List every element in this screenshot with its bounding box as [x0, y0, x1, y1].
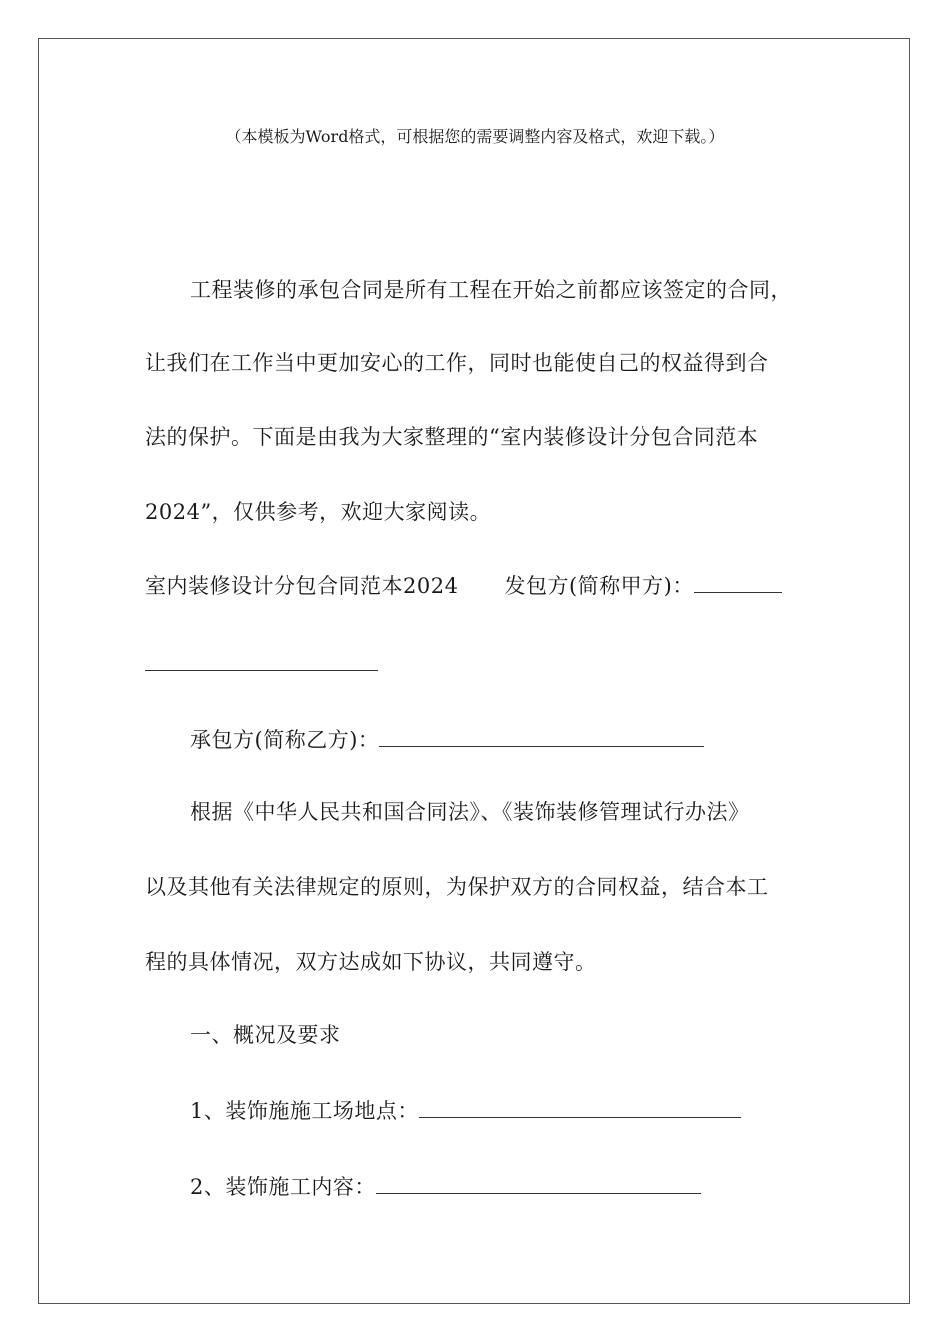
template-note: （本模板为Word格式，可根据您的需要调整内容及格式，欢迎下载。）	[225, 127, 725, 146]
item-2-row	[190, 1173, 701, 1201]
intro-line-3: 法的保护。下面是由我为大家整理的“室内装修设计分包合同范本	[145, 425, 759, 449]
party-b-row	[190, 726, 704, 754]
party-a-label: 发包方(简称甲方)：	[504, 574, 694, 598]
item-1-row	[190, 1097, 741, 1125]
intro-line-2: 让我们在工作当中更加安心的工作，同时也能使自己的权益得到合	[145, 351, 769, 375]
basis-line-2: 以及其他有关法律规定的原则，为保护双方的合同权益，结合本工	[145, 875, 769, 899]
contract-title: 室内装修设计分包合同范本2024	[145, 574, 459, 598]
intro-line-1: 工程装修的承包合同是所有工程在开始之前都应该签定的合同，	[190, 278, 792, 302]
party-b-label: 承包方(简称乙方)：	[190, 728, 380, 752]
contract-title-row	[145, 572, 782, 600]
item-2-blank[interactable]	[376, 1173, 701, 1194]
basis-line-3: 程的具体情况，双方达成如下协议，共同遵守。	[145, 950, 597, 974]
party-a-blank[interactable]	[694, 572, 782, 593]
item-1-label: 1、装饰施施工场地点：	[190, 1099, 419, 1123]
party-a-blank-continued[interactable]	[145, 669, 378, 671]
party-b-blank[interactable]	[379, 726, 704, 747]
section-1-heading: 一、概况及要求	[190, 1023, 341, 1047]
item-1-blank[interactable]	[419, 1097, 741, 1118]
basis-line-1: 根据《中华人民共和国合同法》、《装饰装修管理试行办法》	[190, 800, 750, 824]
item-2-label: 2、装饰施工内容：	[190, 1175, 376, 1199]
intro-line-4: 2024”，仅供参考，欢迎大家阅读。	[145, 500, 492, 524]
